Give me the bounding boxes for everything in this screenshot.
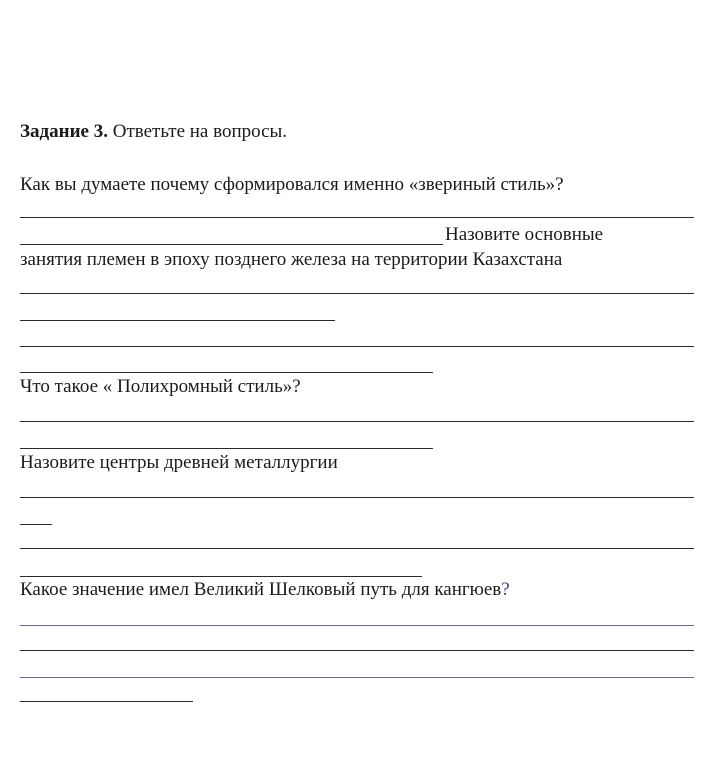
answer-line[interactable] <box>20 650 694 651</box>
question-5 <box>20 579 510 601</box>
answer-line[interactable] <box>20 320 335 321</box>
question-2-cont: занятия племен в эпоху позднего железа на территории Казахстана <box>20 249 563 270</box>
answer-line[interactable] <box>20 244 443 245</box>
question-2-start: Назовите основные <box>445 224 604 245</box>
question-mark: ? <box>501 579 510 600</box>
question-1: Как вы думаете почему сформировался именно «звериный стиль»? <box>20 174 564 195</box>
task-label: Задание 3. <box>20 121 108 142</box>
answer-line[interactable] <box>20 625 694 626</box>
answer-line[interactable] <box>20 346 694 347</box>
question-4: Назовите центры древней металлургии <box>20 452 338 473</box>
answer-line[interactable] <box>20 548 694 549</box>
answer-line[interactable] <box>20 293 694 294</box>
question-3: Что такое « Полихромный стиль»? <box>20 376 301 397</box>
answer-line[interactable] <box>20 372 433 373</box>
answer-line[interactable] <box>20 576 422 577</box>
answer-line[interactable] <box>20 497 694 498</box>
answer-line[interactable] <box>20 421 694 422</box>
question-5-text: Какое значение имел Великий Шелковый путь для кангюев <box>20 579 502 600</box>
answer-line[interactable] <box>20 677 694 678</box>
answer-line[interactable] <box>20 448 433 449</box>
answer-line[interactable] <box>20 217 694 218</box>
task-instruction: Ответьте на вопросы. <box>112 121 288 142</box>
answer-line[interactable] <box>20 701 193 702</box>
answer-line[interactable] <box>20 524 52 525</box>
task-heading <box>20 121 287 143</box>
